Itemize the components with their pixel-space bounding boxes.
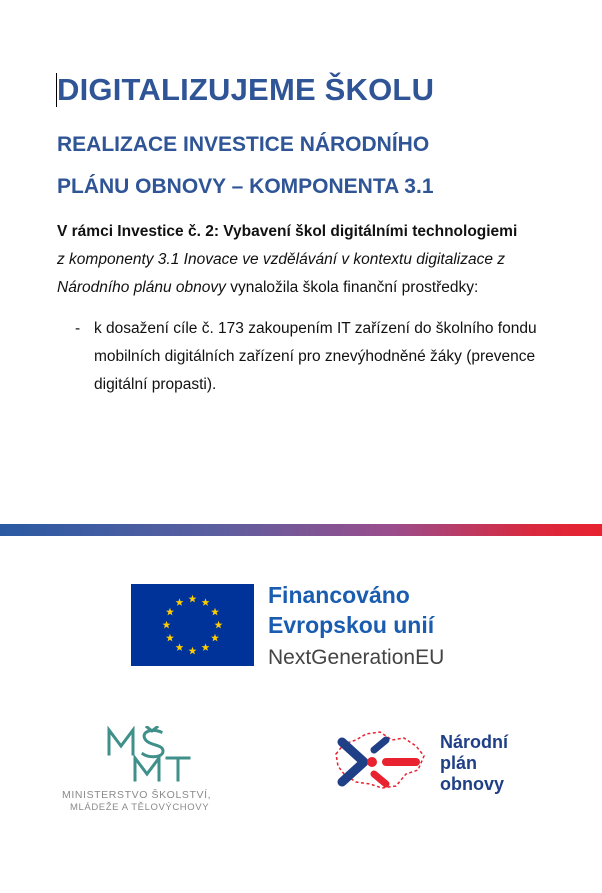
intro-bold: V rámci Investice č. 2: Vybavení škol digitálními technologiemi [57, 223, 518, 240]
eu-flag-icon [131, 584, 254, 666]
eu-funding-text [268, 580, 444, 674]
intro-italic: z komponenty 3.1 Inovace ve vzdělávání v kontextu digitalizace z Národního plánu obnovy [57, 251, 506, 296]
page-title: DIGITALIZUJEME ŠKOLU [57, 72, 435, 107]
list-dash: - [75, 320, 81, 337]
npo-logo [330, 722, 540, 812]
list-item-text: k dosažení cíle č. 173 zakoupením IT zařízení do školního fondu mobilních digitálních zařízení pro znevýhodněné žáky (prevence digitální propasti). [94, 320, 537, 393]
npo-line-2: plán [440, 753, 478, 773]
npo-map-icon [330, 726, 430, 798]
msmt-mark-icon [105, 726, 195, 784]
npo-line-1: Národní [440, 732, 509, 752]
page-subtitle [57, 124, 557, 208]
msmt-line-1: MINISTERSTVO ŠKOLSTVÍ, [62, 789, 212, 801]
msmt-logo [60, 726, 240, 816]
subtitle-line-2: PLÁNU OBNOVY – KOMPONENTA 3.1 [57, 175, 434, 198]
msmt-line-2: MLÁDEŽE A TĚLOVÝCHOVY [70, 802, 210, 813]
npo-text [440, 732, 508, 795]
intro-rest: vynaložila škola finanční prostředky: [225, 279, 479, 296]
npo-line-3: obnovy [440, 774, 505, 794]
subtitle-line-1: REALIZACE INVESTICE NÁRODNÍHO [57, 133, 430, 156]
eu-line-1: Financováno [268, 582, 410, 608]
intro-paragraph [57, 218, 557, 302]
eu-line-3: NextGenerationEU [268, 646, 445, 669]
eu-line-2: Evropskou unií [268, 612, 435, 638]
color-divider-band [0, 524, 602, 536]
